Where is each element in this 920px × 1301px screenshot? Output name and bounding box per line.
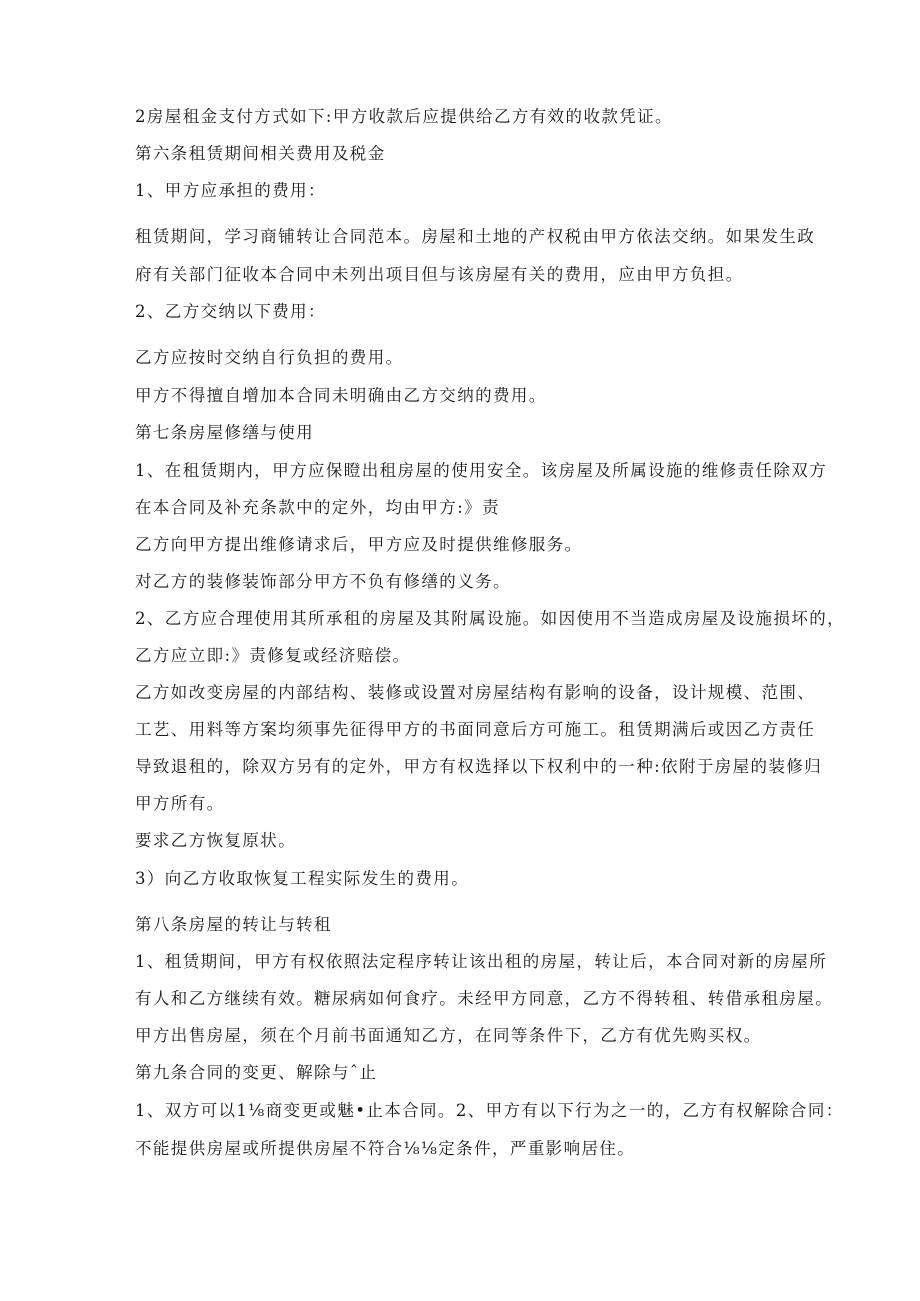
text-line: 2房屋租金支付方式如下:甲方收款后应提供给乙方有效的收款凭证。 [135,107,673,126]
text-line: 乙方应按时交纳自行负担的费用。 [135,348,404,367]
text-line: 导致退租的，除双方另有的定外，甲方有权选择以下权利中的一种:依附于房屋的装修归 [135,757,823,776]
text-line: 工艺、用料等方案均须事先征得甲方的书面同意后方可施工。租赁期满后或因乙方责任 [135,720,816,739]
text-line: 要求乙方恢复原状。 [135,831,297,850]
text-line: 不能提供房屋或所提供房屋不符合⅛⅛定条件，严重影响居住。 [135,1139,636,1158]
text-line: 1、租赁期间，甲方有权依照法定程序转让该出租的房屋，转让后，本合同对新的房屋所 [135,952,828,971]
section-heading: 第八条房屋的转让与转租 [135,915,332,934]
section-heading: 第六条租赁期间相关费用及税金 [135,144,386,163]
text-line: 乙方向甲方提出维修请求后，甲方应及时提供维修服务。 [135,535,583,554]
text-line: 对乙方的装修装饰部分甲方不负有修缮的义务。 [135,572,511,591]
text-line: 乙方如改变房屋的内部结构、装修或设置对房屋结构有影响的设备，设计规模、范围、 [135,683,816,702]
section-heading: 第九条合同的变更、解除与ˆ止 [135,1063,378,1082]
text-line: 1、甲方应承担的费用： [135,181,326,200]
text-line: 1、双方可以1⅛商变更或魅•止本合同。2、甲方有以下行为之一的，乙方有权解除合同： [135,1101,844,1120]
section-heading: 第七条房屋修缮与使用 [135,423,314,442]
text-line: 2、乙方交纳以下费用： [135,302,326,321]
text-line: 甲方出售房屋，须在个月前书面通知乙方，在同等条件下，乙方有优先购买权。 [135,1026,762,1045]
text-line: 乙方应立即:》责修复或经济赔偿。 [135,646,411,665]
text-line: 甲方不得擅自增加本合同未明确由乙方交纳的费用。 [135,386,547,405]
text-line: 在本合同及补充条款中的定外，均由甲方:》责 [135,498,500,517]
text-line: 甲方所有。 [135,794,225,813]
text-line: 府有关部门征收本合同中未列出项目但与该房屋有关的费用，应由甲方负担。 [135,265,744,284]
text-line: 租赁期间，学习商铺转让合同范本。房屋和土地的产权税由甲方依法交纳。如果发生政 [135,227,816,246]
text-line: 1、在租赁期内，甲方应保瞪出租房屋的使用安全。该房屋及所属设施的维修责任除双方 [135,461,828,480]
text-line: 2、乙方应合理使用其所承租的房屋及其附属设施。如因使用不当造成房屋及设施损坏的， [135,609,845,628]
text-line: 有人和乙方继续有效。糖尿病如何食疗。未经甲方同意，乙方不得转租、转借承租房屋。 [135,989,834,1008]
text-line: 3）向乙方收取恢复工程实际发生的费用。 [135,869,470,888]
